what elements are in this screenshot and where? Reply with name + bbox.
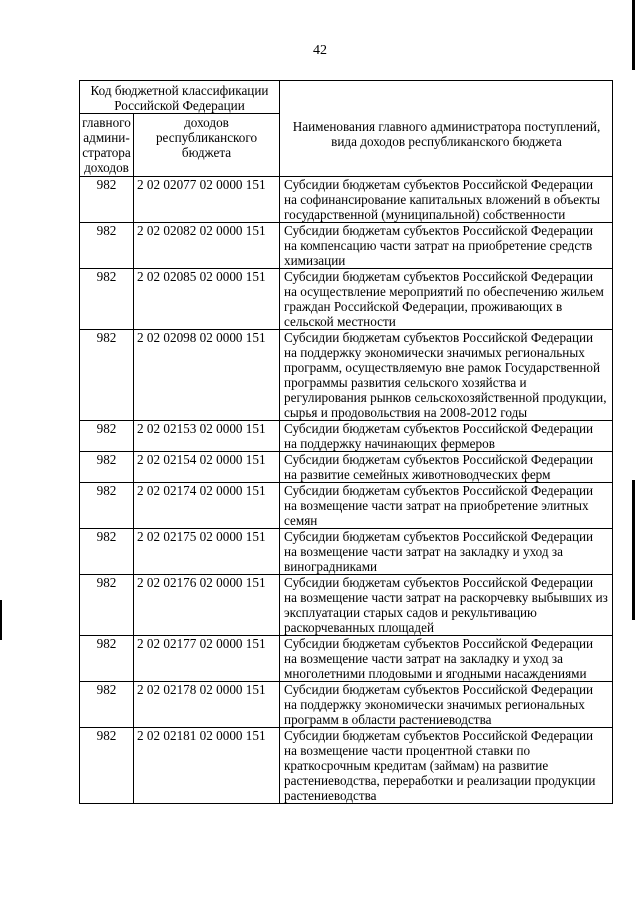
table-row bbox=[80, 636, 613, 682]
row-income-code: 2 02 02154 02 0000 151 bbox=[134, 452, 280, 483]
row-income-name: Субсидии бюджетам субъектов Российской Федерации на осуществление мероприятий по обеспечению жильем граждан Российской Федерации, проживающих в сельской местности bbox=[280, 269, 613, 330]
budget-classification-table bbox=[79, 80, 613, 804]
row-income-name: Субсидии бюджетам субъектов Российской Федерации на возмещение части затрат на приобретение элитных семян bbox=[280, 483, 613, 529]
table-row bbox=[80, 452, 613, 483]
table-header-row-1 bbox=[80, 81, 613, 114]
row-income-name: Субсидии бюджетам субъектов Российской Федерации на софинансирование капитальных вложений в объекты государственной (муниципальной) собственности bbox=[280, 177, 613, 223]
table-row bbox=[80, 529, 613, 575]
table-row bbox=[80, 269, 613, 330]
table-body bbox=[80, 177, 613, 804]
row-income-name: Субсидии бюджетам субъектов Российской Федерации на возмещение части затрат на закладку и уход за виноградниками bbox=[280, 529, 613, 575]
table-row bbox=[80, 728, 613, 804]
scan-edge-mark-top bbox=[632, 0, 635, 70]
row-income-code: 2 02 02175 02 0000 151 bbox=[134, 529, 280, 575]
row-income-name: Субсидии бюджетам субъектов Российской Федерации на поддержку экономически значимых региональных программ, осуществляемую вне рамок Государственной программы развития сельского хозяйства и регулирования рынков сельскохозяйственной продукции, сырья и продовольствия на 2008-2012 годы bbox=[280, 330, 613, 421]
row-income-code: 2 02 02082 02 0000 151 bbox=[134, 223, 280, 269]
row-admin-code: 982 bbox=[80, 223, 134, 269]
row-income-code: 2 02 02098 02 0000 151 bbox=[134, 330, 280, 421]
row-income-name: Субсидии бюджетам субъектов Российской Федерации на возмещение части процентной ставки по краткосрочным кредитам (займам) на развитие растениеводства, переработки и реализации продукции растениеводства bbox=[280, 728, 613, 804]
row-income-name: Субсидии бюджетам субъектов Российской Федерации на возмещение части затрат на закладку и уход за многолетними плодовыми и ягодными насаждениями bbox=[280, 636, 613, 682]
row-income-code: 2 02 02178 02 0000 151 bbox=[134, 682, 280, 728]
table-row bbox=[80, 483, 613, 529]
row-income-code: 2 02 02153 02 0000 151 bbox=[134, 421, 280, 452]
row-admin-code: 982 bbox=[80, 483, 134, 529]
row-income-name: Субсидии бюджетам субъектов Российской Федерации на поддержку экономически значимых региональных программ в области растениеводства bbox=[280, 682, 613, 728]
table-row bbox=[80, 421, 613, 452]
scan-edge-mark-left bbox=[0, 600, 2, 640]
header-admin-column: главного админи-стратора доходов bbox=[80, 114, 134, 177]
row-income-name: Субсидии бюджетам субъектов Российской Федерации на возмещение части затрат на раскорчевку выбывших из эксплуатации старых садов и рекультивацию раскорчеванных площадей bbox=[280, 575, 613, 636]
row-income-code: 2 02 02077 02 0000 151 bbox=[134, 177, 280, 223]
header-income-column: доходов республиканского бюджета bbox=[134, 114, 280, 177]
row-income-code: 2 02 02181 02 0000 151 bbox=[134, 728, 280, 804]
table-row bbox=[80, 575, 613, 636]
table-row bbox=[80, 330, 613, 421]
header-group-title: Код бюджетной классификации Российской Федерации bbox=[80, 81, 280, 114]
row-income-name: Субсидии бюджетам субъектов Российской Федерации на поддержку начинающих фермеров bbox=[280, 421, 613, 452]
row-income-code: 2 02 02177 02 0000 151 bbox=[134, 636, 280, 682]
table-row bbox=[80, 223, 613, 269]
row-admin-code: 982 bbox=[80, 269, 134, 330]
row-income-name: Субсидии бюджетам субъектов Российской Федерации на компенсацию части затрат на приобретение средств химизации bbox=[280, 223, 613, 269]
row-admin-code: 982 bbox=[80, 529, 134, 575]
row-income-code: 2 02 02176 02 0000 151 bbox=[134, 575, 280, 636]
row-admin-code: 982 bbox=[80, 575, 134, 636]
row-admin-code: 982 bbox=[80, 452, 134, 483]
row-admin-code: 982 bbox=[80, 682, 134, 728]
scan-edge-mark-bottom bbox=[632, 480, 635, 620]
row-admin-code: 982 bbox=[80, 421, 134, 452]
header-name-column: Наименования главного администратора поступлений, вида доходов республиканского бюджета bbox=[280, 81, 613, 177]
row-income-code: 2 02 02085 02 0000 151 bbox=[134, 269, 280, 330]
row-admin-code: 982 bbox=[80, 177, 134, 223]
row-income-code: 2 02 02174 02 0000 151 bbox=[134, 483, 280, 529]
row-admin-code: 982 bbox=[80, 728, 134, 804]
row-admin-code: 982 bbox=[80, 636, 134, 682]
page-number: 42 bbox=[313, 43, 327, 58]
table-row bbox=[80, 177, 613, 223]
row-admin-code: 982 bbox=[80, 330, 134, 421]
row-income-name: Субсидии бюджетам субъектов Российской Федерации на развитие семейных животноводческих ферм bbox=[280, 452, 613, 483]
table-row bbox=[80, 682, 613, 728]
